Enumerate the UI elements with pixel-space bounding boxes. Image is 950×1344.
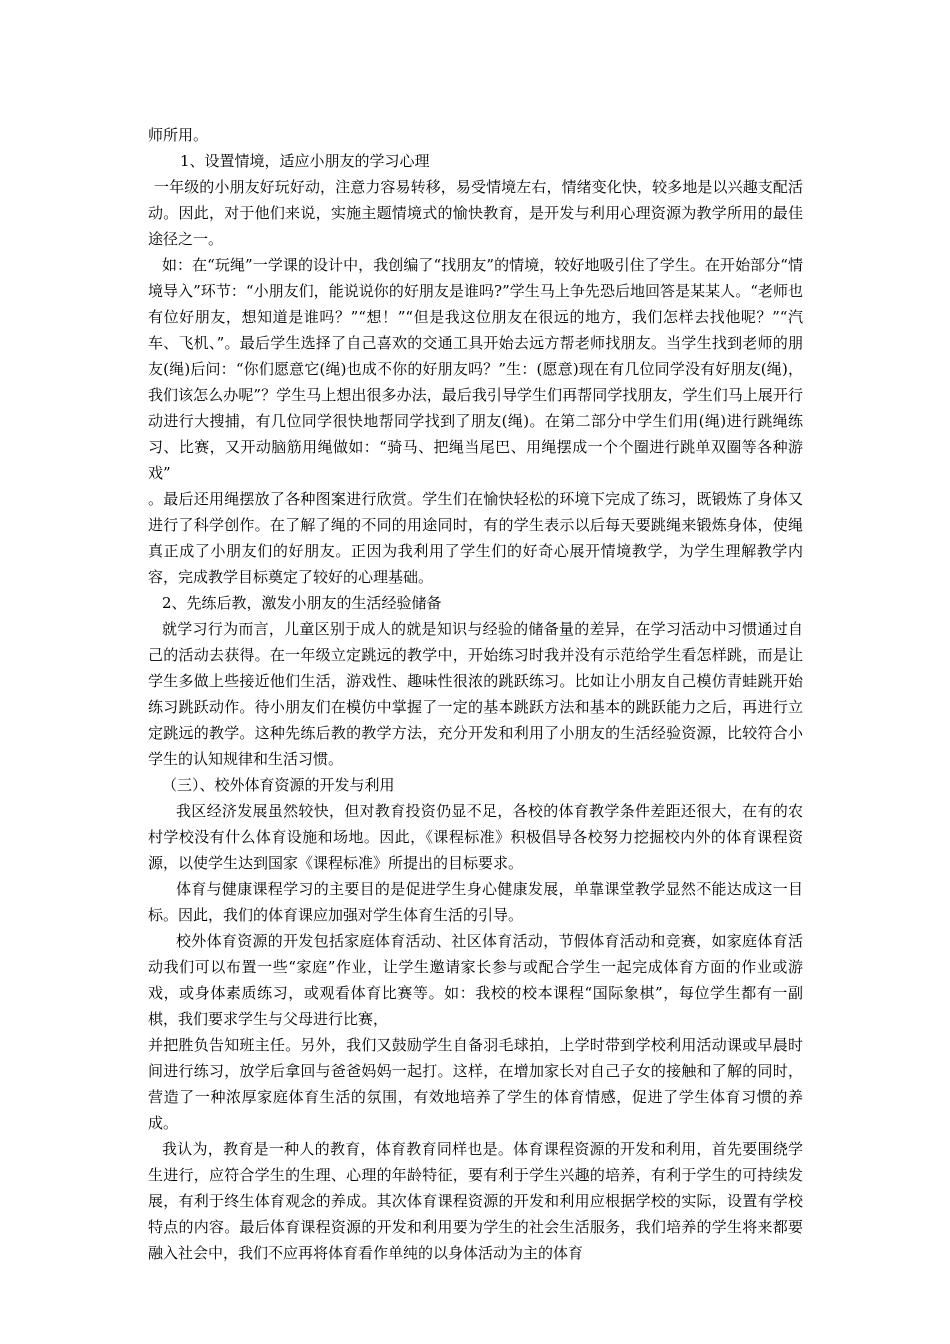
paragraph: 并把胜负告知班主任。另外，我们又鼓励学生自备羽毛球拍，上学时带到学校利用活动课或早晨时间进行练习，放学后拿回与爸爸妈妈一起打。这样，在增加家长对自己子女的接触和了解的同时，营造了一种浓厚家庭体育生活的氛围，有效地培养了学生的体育情感，促进了学生体育习惯的养成。 [148, 1036, 803, 1132]
paragraph: 如：在“玩绳”一学课的设计中，我创编了“找朋友”的情境，较好地吸引住了学生。在开始部分“情境导入”环节：“小朋友们，能说说你的好朋友是谁吗?”学生马上争先恐后地回答是某某人。“老师也有位好朋友，想知道是谁吗？”“想！”“但是我这位朋友在很远的地方，我们怎样去找他呢？”“汽车、飞机、”。最后学生选择了自己喜欢的交通工具开始去远方帮老师找朋友。当学生找到老师的朋友(绳)后问：“你们愿意它(绳)也成不你的好朋友吗？”生：(愿意)现在有几位同学没有好朋友(绳)，我们该怎么办呢”？学生马上想出很多办法，最后我引导学生们再帮同学找朋友，学生们马上展开行动进行大搜捕，有几位同学很快地帮同学找到了朋友(绳)。在第二部分中学生们用(绳)进行跳绳练习、比赛，又开动脑筋用绳做如：“骑马、把绳当尾巴、用绳摆成一个个圈进行跳单双圈等各种游戏” [148, 256, 803, 482]
paragraph: 我区经济发展虽然较快，但对教育投资仍显不足，各校的体育教学条件差距还很大，在有的农村学校没有什么体育设施和场地。因此，《课程标准》积极倡导各校努力挖掘校内外的体育课程资源，以使学生达到国家《课程标准》所提出的目标要求。 [148, 802, 803, 872]
paragraph: 师所用。 [148, 126, 209, 144]
subsection-heading: 1、设置情境，适应小朋友的学习心理 [180, 152, 430, 170]
paragraph: 校外体育资源的开发包括家庭体育活动、社区体育活动，节假体育活动和竞赛，如家庭体育活动我们可以布置一些“家庭”作业，让学生邀请家长参与或配合学生一起完成体育方面的作业或游戏，或身体素质练习，或观看体育比赛等。如：我校的校本课程“国际象棋”，每位学生都有一副棋，我们要求学生与父母进行比赛， [148, 932, 803, 1028]
paragraph: 。最后还用绳摆放了各种图案进行欣赏。学生们在愉快轻松的环境下完成了练习，既锻炼了身体又进行了科学创作。在了解了绳的不同的用途同时，有的学生表示以后每天要跳绳来锻炼身体，使绳真正成了小朋友们的好朋友。正因为我利用了学生们的好奇心展开情境教学，为学生理解教学内容，完成教学目标奠定了较好的心理基础。 [148, 490, 803, 586]
paragraph: 体育与健康课程学习的主要目的是促进学生身心健康发展，单靠课堂教学显然不能达成这一目标。因此，我们的体育课应加强对学生体育生活的引导。 [148, 880, 803, 924]
paragraph: 我认为，教育是一种人的教育，体育教育同样也是。体育课程资源的开发和利用，首先要围绕学生进行，应符合学生的生理、心理的年龄特征，要有利于学生兴趣的培养，有利于学生的可持续发展，有利于终生体育观念的养成。其次体育课程资源的开发和利用应根据学校的实际，设置有学校特点的内容。最后体育课程资源的开发和利用要为学生的社会生活服务，我们培养的学生将来都要融入社会中，我们不应再将体育看作单纯的以身体活动为主的体育 [148, 1140, 803, 1262]
paragraph: 就学习行为而言，儿童区别于成人的就是知识与经验的储备量的差异，在学习活动中习惯通过自己的活动去获得。在一年级立定跳远的教学中，开始练习时我并没有示范给学生看怎样跳，而是让学生多做上些接近他们生活，游戏性、趣味性很浓的跳跃练习。比如让小朋友自己模仿青蛙跳开始练习跳跃动作。待小朋友们在模仿中掌握了一定的基本跳跃方法和基本的跳跃能力之后，再进行立定跳远的教学。这种先练后教的教学方法，充分开发和利用了小朋友的生活经验资源，比较符合小学生的认知规律和生活习惯。 [148, 620, 803, 768]
paragraph: 一年级的小朋友好玩好动，注意力容易转移，易受情境左右，情绪变化快，较多地是以兴趣支配活动。因此，对于他们来说，实施主题情境式的愉快教育，是开发与利用心理资源为教学所用的最佳途径之一。 [148, 178, 803, 248]
body-text [148, 122, 803, 1266]
section-heading: （三）、校外体育资源的开发与利用 [162, 776, 395, 794]
subsection-heading: 2、先练后教，激发小朋友的生活经验储备 [162, 594, 442, 612]
